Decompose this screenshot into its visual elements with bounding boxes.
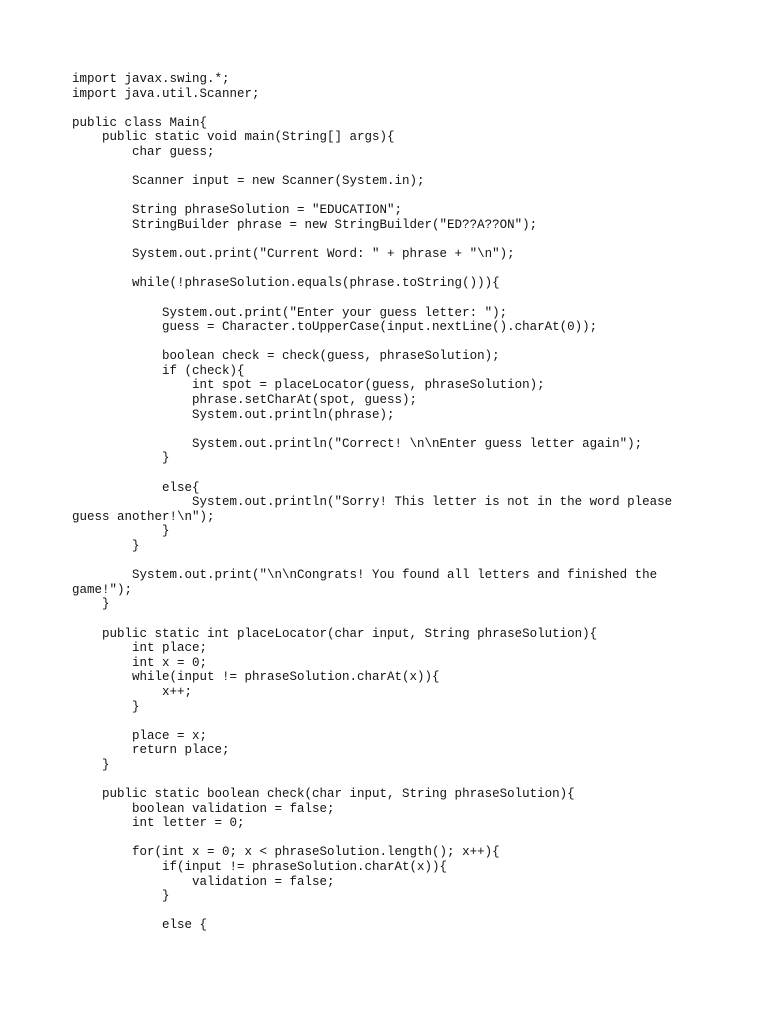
code-line: import javax.swing.*; [72, 72, 230, 86]
code-line: } [72, 451, 170, 466]
code-line: if(input != phraseSolution.charAt(x)){ [72, 860, 448, 875]
code-line: } [72, 699, 140, 714]
code-line: char guess; [72, 144, 215, 159]
code-line [72, 160, 692, 175]
code-line: else{ [72, 480, 200, 495]
code-line: while(input != phraseSolution.charAt(x)){ [72, 670, 440, 685]
code-line: game!"); [72, 582, 133, 597]
code-line [72, 904, 692, 919]
code-line [72, 101, 692, 116]
code-line: public static int placeLocator(char input, String phraseSolution){ [72, 626, 598, 641]
code-line: } [72, 889, 170, 904]
code-line [72, 612, 692, 627]
code-line: } [72, 757, 110, 772]
code-line: int place; [72, 641, 208, 656]
code-line: String phraseSolution = "EDUCATION"; [72, 203, 403, 218]
code-line: x++; [72, 684, 193, 699]
code-line: validation = false; [72, 874, 335, 889]
code-line: System.out.print("Current Word: " + phrase + "\n"); [72, 247, 515, 262]
code-line: boolean validation = false; [72, 801, 335, 816]
code-line [72, 262, 692, 277]
code-line [72, 335, 692, 350]
code-line: if (check){ [72, 363, 245, 378]
code-line: } [72, 539, 140, 553]
code-line: int spot = placeLocator(guess, phraseSolution); [72, 378, 545, 393]
code-line [72, 291, 692, 306]
code-line: int letter = 0; [72, 816, 245, 831]
code-line: System.out.println(phrase); [72, 407, 395, 422]
code-line [72, 714, 692, 729]
code-line: while(!phraseSolution.equals(phrase.toString())){ [72, 276, 500, 291]
code-line: for(int x = 0; x < phraseSolution.length(); x++){ [72, 845, 500, 860]
code-line: public class Main{ [72, 115, 208, 130]
code-line [72, 554, 692, 569]
code-line: System.out.println("Correct! \n\nEnter guess letter again"); [72, 436, 643, 451]
code-line: } [72, 524, 170, 539]
code-line: public static boolean check(char input, String phraseSolution){ [72, 787, 575, 802]
code-line: public static void main(String[] args){ [72, 130, 395, 145]
code-line: System.out.println("Sorry! This letter is not in the word please [72, 495, 673, 510]
code-line: import java.util.Scanner; [72, 86, 260, 101]
code-line: int x = 0; [72, 655, 208, 670]
code-line: boolean check = check(guess, phraseSolution); [72, 349, 500, 364]
code-line [72, 466, 692, 481]
code-line [72, 189, 692, 204]
code-line [72, 422, 692, 437]
code-line: StringBuilder phrase = new StringBuilder("ED??A??ON"); [72, 217, 538, 232]
code-line: System.out.print("Enter your guess letter: "); [72, 305, 508, 320]
code-line: phrase.setCharAt(spot, guess); [72, 393, 418, 408]
code-line: place = x; [72, 728, 208, 743]
code-line: guess = Character.toUpperCase(input.nextLine().charAt(0)); [72, 320, 598, 335]
code-line: guess another!\n"); [72, 509, 215, 524]
code-line: System.out.print("\n\nCongrats! You found all letters and finished the [72, 568, 658, 583]
code-block [72, 72, 692, 933]
code-line [72, 233, 692, 248]
code-line: Scanner input = new Scanner(System.in); [72, 174, 425, 189]
code-line: else { [72, 918, 208, 933]
code-line [72, 773, 692, 788]
code-line: return place; [72, 743, 230, 758]
code-line: } [72, 597, 110, 612]
code-line [72, 831, 692, 846]
